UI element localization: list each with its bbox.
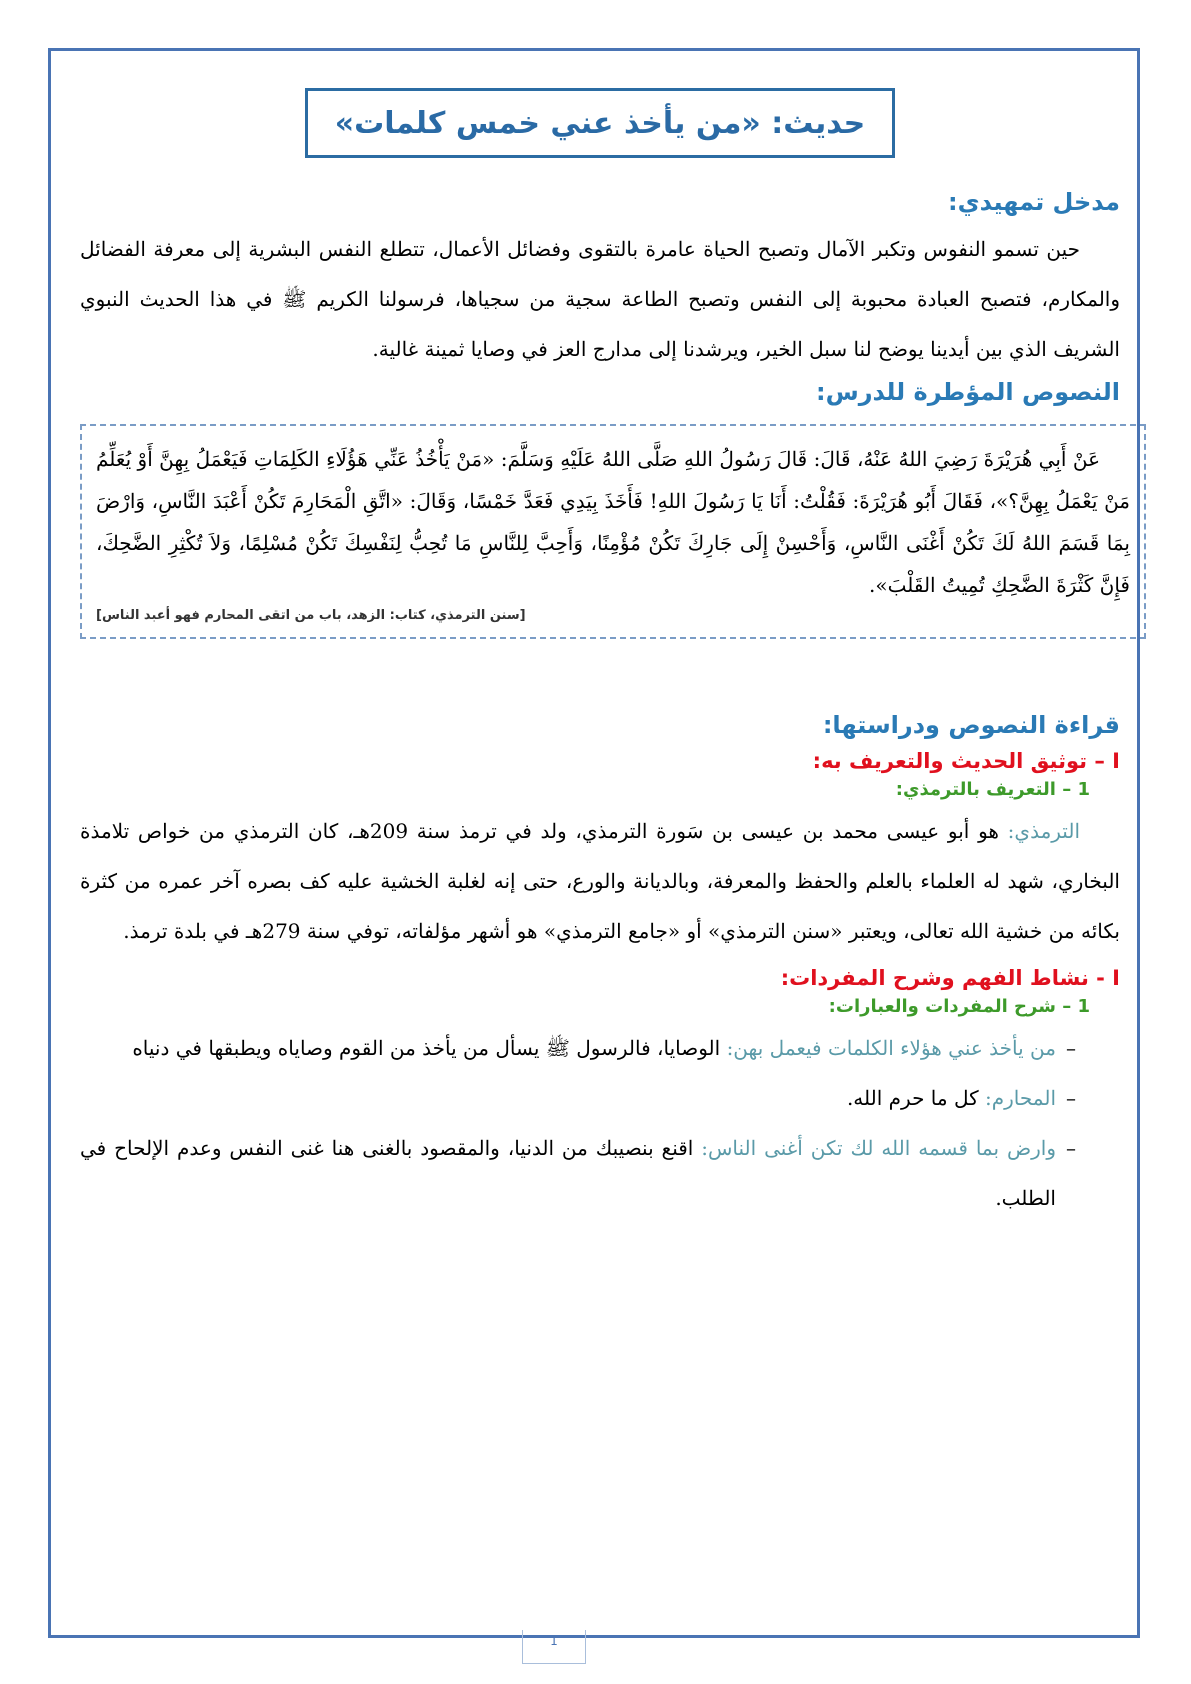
document-title: حديث: «من يأخذ عني خمس كلمات» bbox=[305, 88, 895, 158]
vocab-term: وارض بما قسمه الله لك تكن أغنى الناس: bbox=[701, 1136, 1056, 1160]
list-item bbox=[80, 1023, 1120, 1073]
tirmidhi-text: هو أبو عيسى محمد بن عيسى بن سَورة الترمذي، ولد في ترمذ سنة 209هـ، كان الترمذي من خواص تلامذة البخاري، شهد له العلماء بالعلم والحفظ والمعرفة، وبالديانة والورع، حتى إنه لغلبة الخشية عليه كف بصره آخر عمره من كثرة بكائه من خشية الله تعالى، ويعتبر «سنن الترمذي» أو «جامع الترمذي» هو أشهر مؤلفاته، توفي سنة 279هـ في بلدة ترمذ. bbox=[80, 819, 1120, 943]
list-item bbox=[80, 1123, 1120, 1223]
vocab-term: المحارم: bbox=[985, 1086, 1056, 1110]
tirmidhi-paragraph bbox=[80, 806, 1120, 956]
dash-marker: – bbox=[1066, 1136, 1076, 1160]
vocab-explanation: الوصايا، فالرسول ﷺ يسأل من يأخذ من القوم وصاياه ويطبقها في دنياه bbox=[132, 1036, 721, 1060]
vocab-term: من يأخذ عني هؤلاء الكلمات فيعمل بهن: bbox=[726, 1036, 1056, 1060]
vocab-explanation: اقنع بنصيبك من الدنيا، والمقصود بالغنى هنا غنى النفس وعدم الإلحاح في الطلب. bbox=[80, 1136, 1056, 1210]
intro-paragraph: حين تسمو النفوس وتكبر الآمال وتصبح الحياة عامرة بالتقوى وفضائل الأعمال، تتطلع النفس البشرية إلى معرفة الفضائل والمكارم، فتصبح العبادة محبوبة إلى النفس وتصبح الطاعة سجية من سجياها، فرسولنا الكريم ﷺ في هذا الحديث النبوي الشريف الذي بين أيدينا يوضح لنا سبل الخير، ويرشدنا إلى مدارج العز في وصايا ثمينة غالية. bbox=[80, 237, 1120, 361]
dash-marker: – bbox=[1066, 1086, 1076, 1110]
list-item bbox=[80, 1073, 1120, 1123]
vocab-explanation: كل ما حرم الله. bbox=[846, 1086, 979, 1110]
document-content bbox=[80, 70, 1131, 1223]
comprehension-heading: I - نشاط الفهم وشرح المفردات: bbox=[780, 966, 1120, 990]
intro-heading: مدخل تمهيدي: bbox=[948, 188, 1120, 216]
reading-heading: قراءة النصوص ودراستها: bbox=[822, 711, 1120, 739]
dash-marker: – bbox=[1066, 1036, 1076, 1060]
vocabulary-heading: 1 – شرح المفردات والعبارات: bbox=[828, 996, 1090, 1017]
page-number: 1 bbox=[522, 1630, 586, 1664]
hadith-frame bbox=[80, 424, 1146, 639]
hadith-source: [سنن الترمذي، كتاب: الزهد، باب من اتقى المحارم فهو أعبد الناس] bbox=[96, 608, 526, 623]
tirmidhi-term: الترمذي: bbox=[1007, 819, 1080, 843]
documentation-heading: I – توثيق الحديث والتعريف به: bbox=[812, 749, 1120, 773]
texts-heading: النصوص المؤطرة للدرس: bbox=[815, 378, 1120, 406]
tirmidhi-intro-heading: 1 – التعريف بالترمذي: bbox=[895, 779, 1090, 800]
hadith-text: عَنْ أَبِي هُرَيْرَةَ رَضِيَ اللهُ عَنْهُ، قَالَ: قَالَ رَسُولُ اللهِ صَلَّى اللهُ عَلَيْهِ وَسَلَّمَ: «مَنْ يَأْخُذُ عَنِّي هَؤُلَاءِ الكَلِمَاتِ فَيَعْمَلُ بِهِنَّ أَوْ يُعَلِّمُ مَنْ يَعْمَلُ بِهِنَّ؟»، فَقَالَ أَبُو هُرَيْرَةَ: فَقُلْتُ: أَنَا يَا رَسُولَ اللهِ! فَأَخَذَ بِيَدِي فَعَدَّ خَمْسًا، وَقَالَ: «اتَّقِ الْمَحَارِمَ تَكُنْ أَعْبَدَ النَّاسِ، وَارْضَ بِمَا قَسَمَ اللهُ لَكَ تَكُنْ أَغْنَى النَّاسِ، وَأَحْسِنْ إِلَى جَارِكَ تَكُنْ مُؤْمِنًا، وَأَحِبَّ لِلنَّاسِ مَا تُحِبُّ لِنَفْسِكَ تَكُنْ مُسْلِمًا، وَلاَ تُكْثِرِ الضَّحِكَ، فَإِنَّ كَثْرَةَ الضَّحِكِ تُمِيتُ القَلْبَ». bbox=[96, 447, 1131, 597]
